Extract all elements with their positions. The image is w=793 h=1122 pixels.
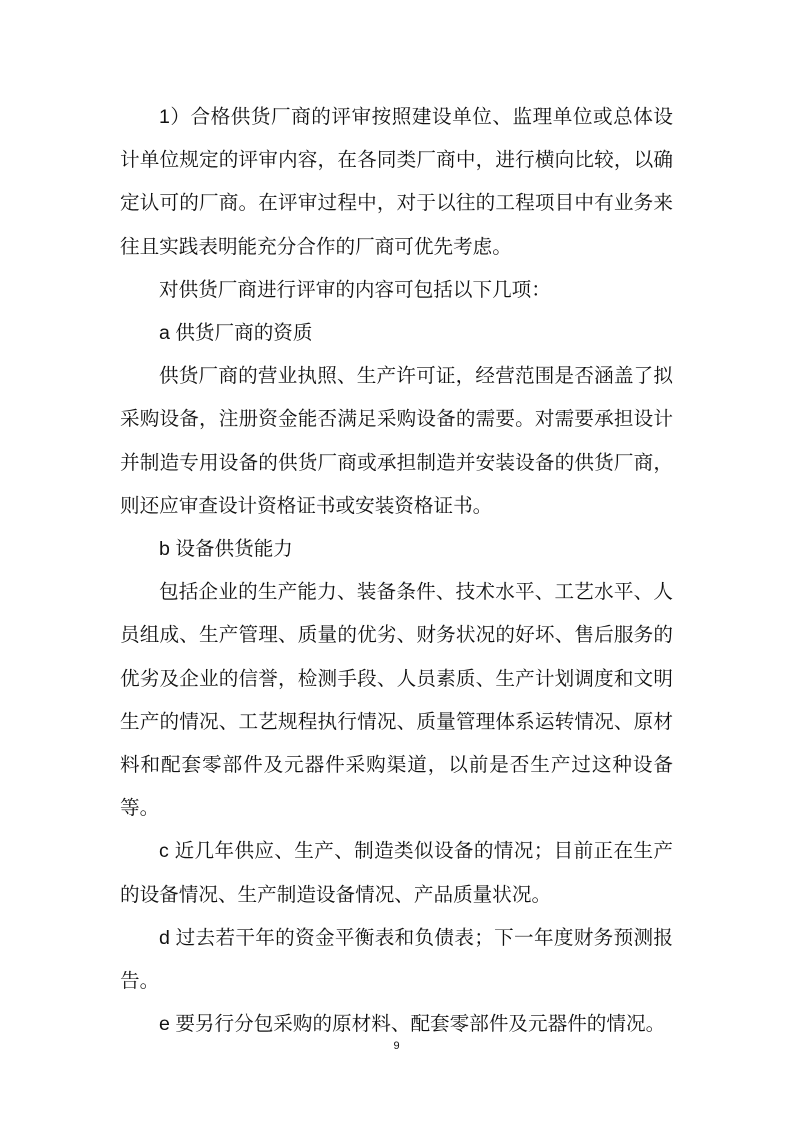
- paragraph-line: 告。: [120, 970, 160, 992]
- paragraph-line: 对供货厂商进行评审的内容可包括以下几项：: [159, 278, 551, 301]
- paragraph-line: 包括企业的生产能力、装备条件、技术水平、工艺水平、人: [159, 581, 673, 604]
- paragraph-line: 的设备情况、生产制造设备情况、产品质量状况。: [120, 883, 552, 906]
- paragraph-line: 采购设备，注册资金能否满足采购设备的需要。对需要承担设计: [120, 408, 673, 431]
- paragraph-line: d 过去若干年的资金平衡表和负债表；下一年度财务预测报: [159, 926, 673, 949]
- paragraph-line: 定认可的厂商。在评审过程中，对于以往的工程项目中有业务来: [120, 192, 673, 215]
- paragraph-line: 并制造专用设备的供货厂商或承担制造并安装设备的供货厂商，: [120, 451, 673, 474]
- paragraph-line: 等。: [120, 797, 160, 820]
- paragraph-line: 优劣及企业的信誉，检测手段、人员素质、生产计划调度和文明: [120, 667, 673, 690]
- paragraph-line: 员组成、生产管理、质量的优劣、财务状况的好坏、售后服务的: [120, 624, 673, 647]
- page-number: 9: [393, 1040, 400, 1052]
- paragraph-line: 供货厂商的营业执照、生产许可证，经营范围是否涵盖了拟: [159, 365, 673, 388]
- paragraph-line: b 设备供货能力: [159, 538, 293, 560]
- paragraph-line: 则还应审查设计资格证书或安装资格证书。: [120, 494, 493, 517]
- paragraph-line: a 供货厂商的资质: [159, 322, 313, 344]
- paragraph-line: 1）合格供货厂商的评审按照建设单位、监理单位或总体设: [159, 106, 673, 128]
- paragraph-line: 计单位规定的评审内容，在各同类厂商中，进行横向比较，以确: [120, 149, 673, 172]
- paragraph-line: c 近几年供应、生产、制造类似设备的情况；目前正在生产: [159, 840, 673, 863]
- paragraph-line: e 要另行分包采购的原材料、配套零部件及元器件的情况。: [159, 1013, 666, 1036]
- paragraph-line: 往且实践表明能充分合作的厂商可优先考虑。: [120, 235, 512, 258]
- paragraph-line: 生产的情况、工艺规程执行情况、质量管理体系运转情况、原材: [120, 710, 673, 733]
- paragraph-line: 料和配套零部件及元器件采购渠道，以前是否生产过这种设备: [120, 754, 673, 776]
